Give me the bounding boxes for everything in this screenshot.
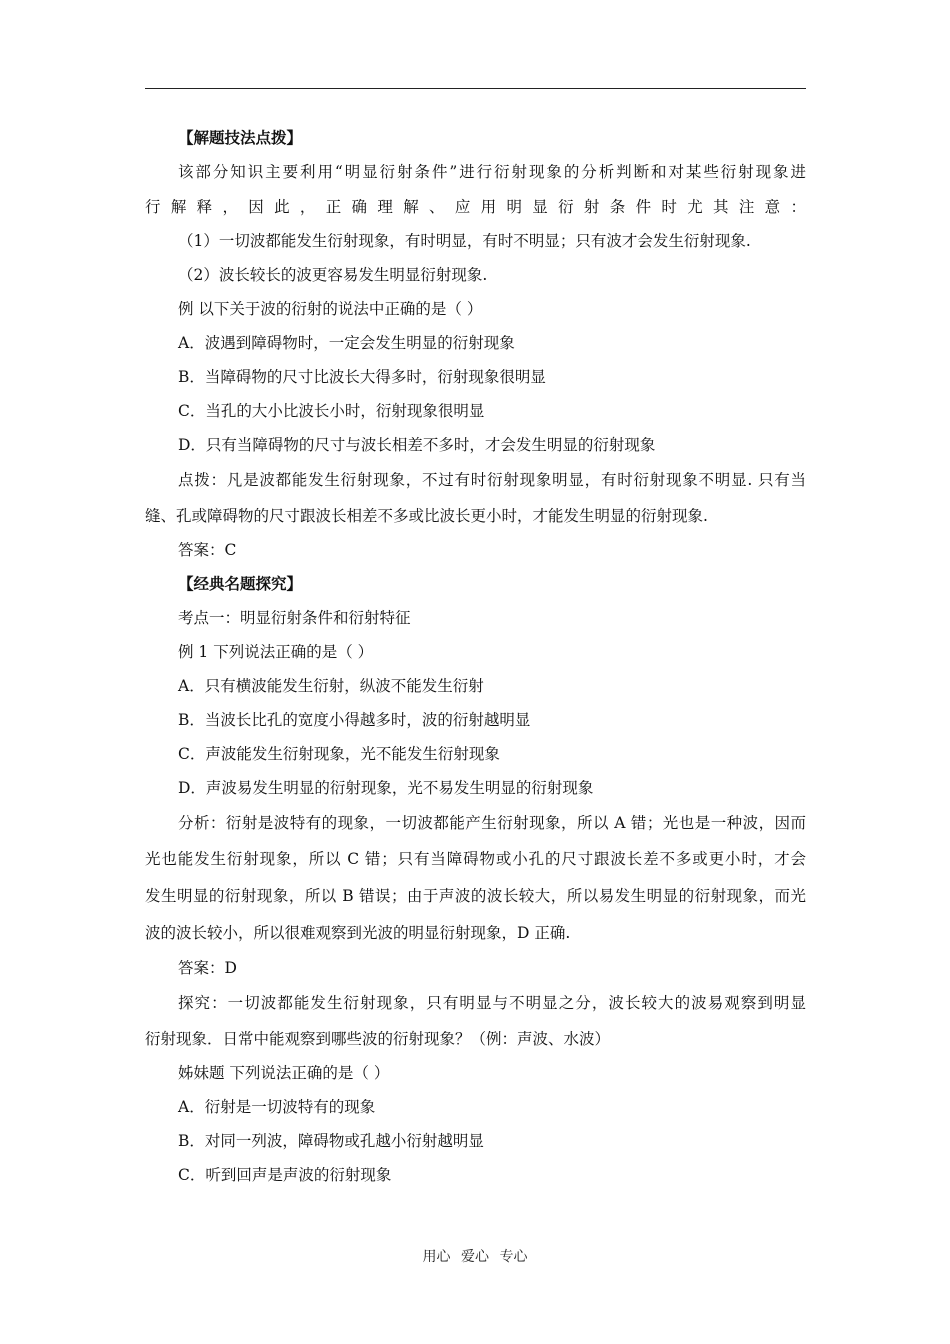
- document-body: [145, 0, 806, 1344]
- example1-analysis-line-3: 发生明显的衍射现象，所以 B 错误；由于声波的波长较大，所以易发生明显的衍射现象，而光: [145, 887, 806, 905]
- example-hint-line-2: 缝、孔或障碍物的尺寸跟波长相差不多或比波长更小时，才能发生明显的衍射现象.: [145, 507, 708, 525]
- tips-intro-line-2: 行解释，因此，正确理解、应用明显衍射条件时尤其注意：: [145, 198, 806, 216]
- sister-question: 姊妹题 下列说法正确的是（ ）: [178, 1064, 390, 1082]
- example-answer: 答案：C: [178, 541, 237, 559]
- tips-point-1: （1）一切波都能发生衍射现象，有时明显，有时不明显；只有波才会发生衍射现象.: [178, 232, 751, 250]
- example1-explore-line-2: 衍射现象．日常中能观察到哪些波的衍射现象？（例：声波、水波）: [145, 1030, 611, 1048]
- example1-analysis-line-2: 光也能发生衍射现象，所以 C 错；只有当障碍物或小孔的尺寸跟波长差不多或更小时，才会: [145, 850, 806, 868]
- example1-analysis-line-1: 分析：衍射是波特有的现象，一切波都能产生衍射现象，所以 A 错；光也是一种波，因而: [178, 814, 806, 832]
- example1-option-c: C．声波能发生衍射现象，光不能发生衍射现象: [178, 745, 500, 763]
- example-question: 例 以下关于波的衍射的说法中正确的是（ ）: [178, 300, 483, 318]
- example-option-b: B．当障碍物的尺寸比波长大得多时，衍射现象很明显: [178, 368, 546, 386]
- sister-option-a: A．衍射是一切波特有的现象: [178, 1098, 376, 1116]
- example1-analysis-line-4: 波的波长较小，所以很难观察到光波的明显衍射现象，D 正确.: [145, 924, 571, 942]
- example-option-c: C．当孔的大小比波长小时，衍射现象很明显: [178, 402, 485, 420]
- section-heading-tips: 【解题技法点拨】: [178, 128, 303, 147]
- example-option-a: A．波遇到障碍物时，一定会发生明显的衍射现象: [178, 334, 515, 352]
- tips-intro-line-1: 该部分知识主要利用“明显衍射条件”进行衍射现象的分析判断和对某些衍射现象进: [178, 163, 806, 181]
- classic-topic: 考点一：明显衍射条件和衍射特征: [178, 609, 411, 627]
- example1-explore-line-1: 探究：一切波都能发生衍射现象，只有明显与不明显之分，波长较大的波易观察到明显: [178, 994, 806, 1012]
- tips-point-2: （2）波长较长的波更容易发生明显衍射现象.: [178, 266, 488, 284]
- sister-option-b: B．对同一列波，障碍物或孔越小衍射越明显: [178, 1132, 484, 1150]
- example-option-d: D．只有当障碍物的尺寸与波长相差不多时，才会发生明显的衍射现象: [178, 436, 656, 454]
- example1-option-d: D．声波易发生明显的衍射现象，光不易发生明显的衍射现象: [178, 779, 594, 797]
- example1-option-a: A．只有横波能发生衍射，纵波不能发生衍射: [178, 677, 484, 695]
- example1-question: 例 1 下列说法正确的是（ ）: [178, 643, 374, 661]
- page-footer: 用心 爱心 专心: [422, 1249, 528, 1265]
- example1-answer: 答案：D: [178, 959, 237, 977]
- sister-option-c: C．听到回声是声波的衍射现象: [178, 1166, 392, 1184]
- example1-option-b: B．当波长比孔的宽度小得越多时，波的衍射越明显: [178, 711, 531, 729]
- section-heading-classic: 【经典名题探究】: [178, 574, 303, 593]
- example-hint-line-1: 点拨：凡是波都能发生衍射现象，不过有时衍射现象明显，有时衍射现象不明显. 只有当: [178, 471, 806, 489]
